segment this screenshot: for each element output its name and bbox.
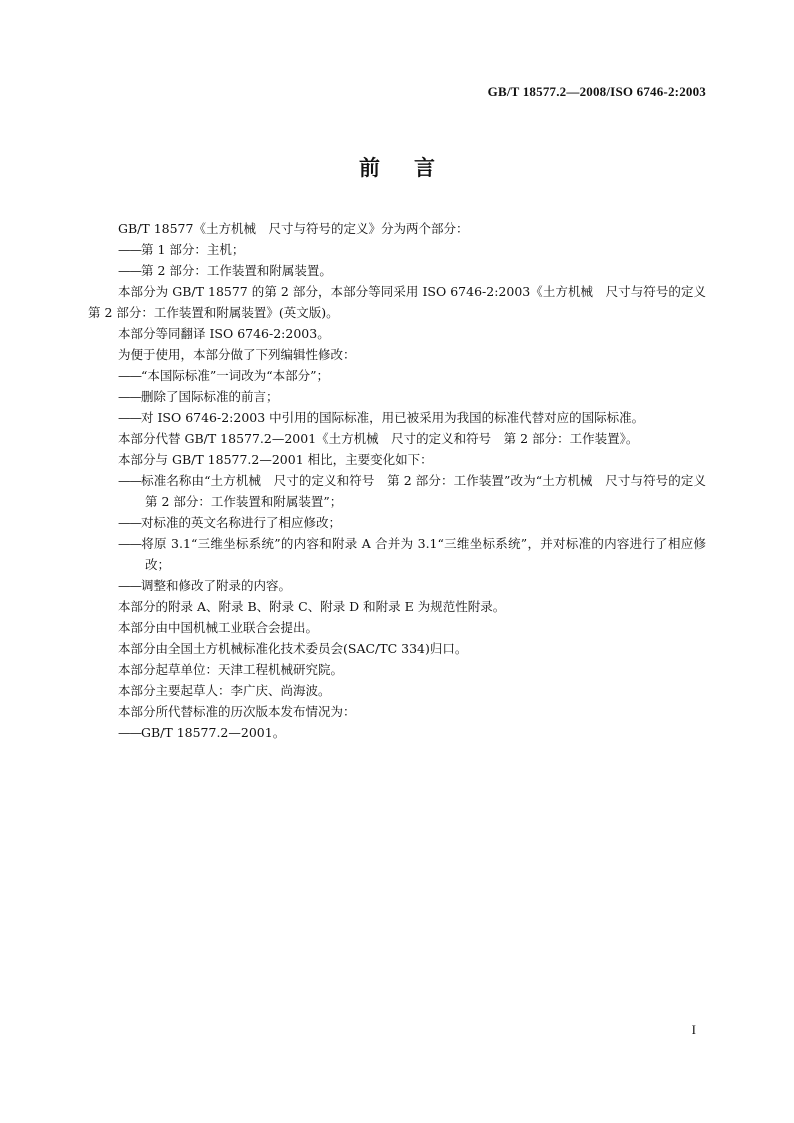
paragraph: 为便于使用，本部分做了下列编辑性修改： (118, 347, 356, 362)
dash-item-text: 第 2 部分：工作装置和附属装置。 (141, 263, 332, 278)
page-title: 前言 (359, 155, 469, 180)
dash-item (88, 512, 706, 533)
foreword-body (88, 218, 719, 743)
dash-item (88, 386, 706, 407)
dash-item-text: 对 ISO 6746-2:2003 中引用的国际标准，用已被采用为我国的标准代替对应的国际标准。 (141, 410, 645, 425)
dash-item (88, 470, 719, 512)
dash-mark: —— (118, 515, 141, 530)
paragraph: 本部分由全国土方机械标准化技术委员会(SAC/TC 334)归口。 (118, 641, 468, 656)
dash-mark: —— (118, 368, 141, 383)
dash-item (88, 533, 706, 575)
paragraph: 本部分起草单位：天津工程机械研究院。 (118, 662, 344, 677)
paragraph: 本部分主要起草人：李广庆、尚海波。 (118, 683, 331, 698)
paragraph: 本部分由中国机械工业联合会提出。 (118, 620, 319, 635)
dash-item-text: 标准名称由“土方机械 尺寸的定义和符号 第 2 部分：工作装置”改为“土方机械 尺寸与符号的定义 第 2 部分：工作装置和附属装置”； (141, 473, 719, 509)
paragraph: GB/T 18577《土方机械 尺寸与符号的定义》分为两个部分： (118, 221, 469, 236)
dash-mark: —— (118, 473, 141, 488)
paragraph: 本部分与 GB/T 18577.2—2001 相比，主要变化如下： (118, 452, 433, 467)
paragraph: 本部分的附录 A、附录 B、附录 C、附录 D 和附录 E 为规范性附录。 (118, 599, 506, 614)
dash-item-text: 第 1 部分：主机； (141, 242, 245, 257)
dash-item-text: “本国际标准”一词改为“本部分”； (141, 368, 330, 383)
paragraph: 本部分等同翻译 ISO 6746-2:2003。 (118, 326, 330, 341)
dash-item (88, 365, 706, 386)
dash-item (88, 260, 706, 281)
dash-item-text: 调整和修改了附录的内容。 (141, 578, 292, 593)
dash-mark: —— (118, 410, 141, 425)
dash-item-text: GB/T 18577.2—2001。 (141, 725, 286, 740)
dash-item (88, 239, 706, 260)
dash-mark: —— (118, 578, 141, 593)
paragraph: 本部分为 GB/T 18577 的第 2 部分，本部分等同采用 ISO 6746-2:2003《土方机械 尺寸与符号的定义 第 2 部分：工作装置和附属装置》(英文版)。 (88, 284, 719, 320)
dash-item-text: 删除了国际标准的前言； (141, 389, 279, 404)
running-header: GB/T 18577.2—2008/ISO 6746-2:2003 (487, 84, 706, 99)
dash-item (88, 722, 706, 743)
dash-mark: —— (118, 389, 141, 404)
paragraph: 本部分所代替标准的历次版本发布情况为： (118, 704, 356, 719)
dash-mark: —— (118, 536, 141, 551)
dash-mark: —— (118, 242, 141, 257)
dash-item (88, 407, 706, 428)
dash-item (88, 575, 706, 596)
page-number: I (691, 1022, 696, 1037)
dash-item-text: 将原 3.1“三维坐标系统”的内容和附录 A 合并为 3.1“三维坐标系统”，并对标准的内容进行了相应修改； (141, 536, 706, 572)
dash-item-text: 对标准的英文名称进行了相应修改； (141, 515, 342, 530)
paragraph: 本部分代替 GB/T 18577.2—2001《土方机械 尺寸的定义和符号 第 2 部分：工作装置》。 (118, 431, 639, 446)
dash-mark: —— (118, 725, 141, 740)
dash-mark: —— (118, 263, 141, 278)
